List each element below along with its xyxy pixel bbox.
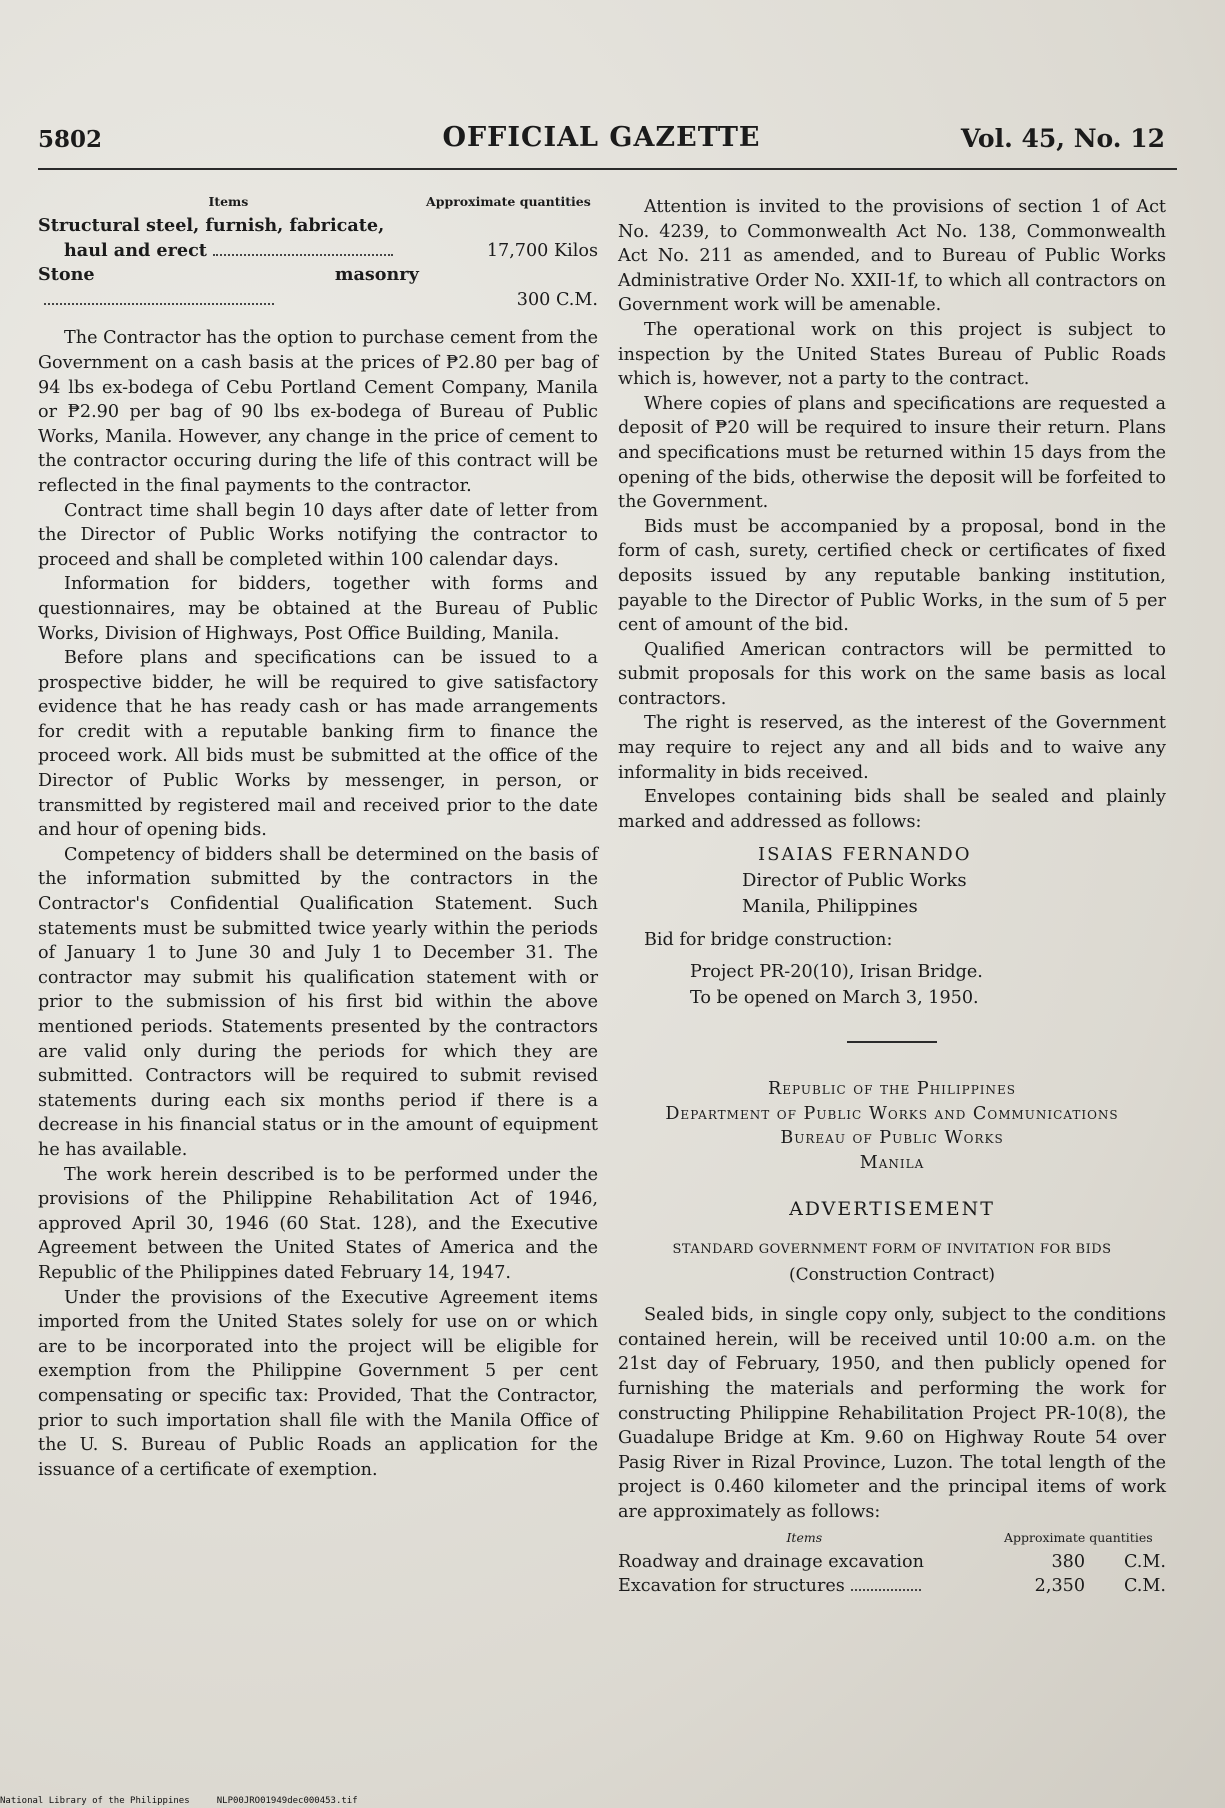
items-header: Items — [786, 1529, 823, 1545]
paragraph-rehabilitation-act: The work herein described is to be performed under the provisions of the Philippine Rehabilitation Act of 1946, approved April 30, 1946 (60 Stat. 128), and the Executive Agreement between the United States of America and the Republic of the Philippines dated February 14, 1947. — [38, 1164, 598, 1283]
paragraph-plans: Before plans and specifications can be issued to a prospective bidder, he will be required to give satisfactory evidence that he has ready cash or has made arrangements for credit with a reputable banking firm to finance the proceed work. All bids must be submitted at the office of the Director of Public Works by messenger, in person, or transmitted by registered mail and received prior to the date and hour of opening bids. — [38, 648, 598, 841]
paragraph-american: Qualified American contractors will be permitted to submit proposals for this work on the same basis as local contractors. — [618, 639, 1166, 709]
paragraph-envelopes: Envelopes containing bids shall be sealed and plainly marked and addressed as follows: — [618, 787, 1166, 832]
paragraph-deposit: Where copies of plans and specifications are requested a deposit of ₱20 will be required to insure their return. Plans and specifications must be returned within 15 days from the opening of the bids, otherwise the deposit will be forfeited to the Government. — [618, 393, 1166, 513]
paragraph-inspection: The operational work on this project is subject to inspection by the United States Bureau of Public Roads which is, however, not a party to the contract. — [618, 319, 1166, 390]
addressee-name: ISAIAS FERNANDO — [758, 844, 972, 866]
paragraph-sealed-bids: Sealed bids, in single copy only, subject to the conditions contained herein, will be received until 10:00 a.m. on the 21st day of February, 1950, and then publicly opened for furnishing the materials and performing the work for constructing Philippine Rehabilitation Project PR-10(8), the Guadalupe Bridge at Km. 9.60 on Highway Route 54 over Pasig River in Rizal Province, Luzon. The total length of the project is 0.460 kilometer and the principal items of work are approximately as follows: — [618, 1305, 1166, 1522]
table-row — [618, 1550, 1166, 1575]
bid-for-label: Bid for bridge construction: — [644, 930, 893, 951]
bureau-heading: Bureau of Public Works — [780, 1128, 1004, 1149]
item-quantity: 380 — [1051, 1551, 1086, 1572]
items-table-2 — [618, 1531, 1166, 1599]
department-heading: Department of Public Works and Communications — [665, 1103, 1119, 1124]
address-block — [742, 842, 1166, 920]
table-row — [38, 214, 598, 239]
item-quantity: 2,350 — [1034, 1576, 1086, 1597]
item-unit: C.M. — [1123, 1551, 1166, 1572]
paragraph-attention: Attention is invited to the provisions of section 1 of Act No. 4239, to Commonwealth Act No. 138, Commonwealth Act No. 211 as amended, and to Bureau of Public Works Administrative Order No. XXII-1f, to which all contractors on Government work will be amenable. — [618, 197, 1166, 316]
table-row — [618, 1574, 1166, 1599]
project-line: Project PR-20(10), Irisan Bridge. — [690, 962, 983, 983]
items-header: Items — [208, 194, 249, 209]
volume-number: Vol. 45, No. 12 — [960, 124, 1165, 153]
item-quantity: 17,700 Kilos — [486, 240, 598, 261]
paragraph-information: Information for bidders, together with forms and questionnaires, may be obtained at the Bureau of Public Works, Division of Highways, Post Office Building, Manila. — [38, 574, 598, 644]
table-row — [38, 263, 598, 312]
left-column — [38, 195, 598, 1482]
item-name: Stone masonry — [38, 263, 419, 312]
page-number: 5802 — [38, 126, 103, 153]
right-column — [618, 195, 1166, 1599]
publication-title: OFFICIAL GAZETTE — [442, 122, 761, 153]
item-name: haul and erect — [38, 239, 419, 264]
quantities-header: Approximate quantities — [426, 194, 591, 209]
city-heading: Manila — [859, 1152, 925, 1173]
scan-footer — [0, 1796, 358, 1806]
addressee-title: Director of Public Works — [742, 870, 967, 892]
construction-contract-label: (Construction Contract) — [788, 1264, 996, 1285]
item-name: Excavation for structures — [618, 1574, 991, 1599]
footer-source: National Library of the Philippines — [0, 1796, 190, 1806]
table-row — [38, 239, 598, 264]
section-divider — [847, 1041, 937, 1043]
paragraph-bond: Bids must be accompanied by a proposal, bond in the form of cash, surety, certified check or certificates of fixed deposits issued by any reputable banking institution, payable to the Director of Public Works, in the sum of 5 per cent of amount of the bid. — [618, 516, 1166, 636]
standard-form-heading: STANDARD GOVERNMENT FORM OF INVITATION FOR BIDS — [672, 1242, 1112, 1257]
page-header — [38, 120, 1165, 164]
item-quantity: 300 C.M. — [516, 289, 598, 310]
footer-file: NLP00JRO01949dec000453.tif — [216, 1796, 358, 1806]
header-rule — [38, 168, 1177, 170]
item-name: Structural steel, furnish, fabricate, — [38, 215, 385, 236]
paragraph-right-reserved: The right is reserved, as the interest of the Government may require to reject any and all bids and to waive any informality in bids received. — [618, 713, 1166, 783]
item-name: Roadway and drainage excavation — [618, 1551, 924, 1572]
addressee-city: Manila, Philippines — [742, 896, 918, 918]
advertisement-heading: ADVERTISEMENT — [789, 1198, 995, 1221]
item-unit: C.M. — [1123, 1576, 1166, 1597]
opening-date: To be opened on March 3, 1950. — [690, 988, 979, 1009]
quantities-header: Approximate quantities — [1003, 1529, 1153, 1545]
paragraph-cement: The Contractor has the option to purchase cement from the Government on a cash basis at the prices of ₱2.80 per bag of 94 lbs ex-bodega of Cebu Portland Cement Company, Manila or ₱2.90 per bag of 90 lbs ex-bodega of Bureau of Public Works, Manila. However, any change in the price of cement to the contractor occuring during the life of this contract will be reflected in the final payments to the contractor. — [38, 328, 598, 496]
republic-heading: Republic of the Philippines — [768, 1079, 1016, 1100]
paragraph-contract-time: Contract time shall begin 10 days after date of letter from the Director of Public Works notifying the contractor to proceed and shall be completed within 100 calendar days. — [38, 500, 598, 570]
items-table-1 — [38, 195, 598, 312]
paragraph-competency: Competency of bidders shall be determined on the basis of the information submitted by the contractors in the Contractor's Confidential Qualification Statement. Such statements must be submitted twice yearly within the periods of January 1 to June 30 and July 1 to December 31. The contractor may submit his qualification statement with or prior to the submission of his first bid within the above mentioned periods. Statements presented by the contractors are valid only during the periods for which they are submitted. Contractors will be required to submit revised statements during each six months period if there is a decrease in his financial status or in the amount of equipment he has available. — [38, 844, 598, 1160]
paragraph-exemption: Under the provisions of the Executive Agreement items imported from the United States solely for use on or which are to be incorporated into the project will be eligible for exemption from the Philippine Government 5 per cent compensating or specific tax: Provided, That the Contractor, prior to such importation shall file with the Manila Office of the U. S. Bureau of Public Roads an application for the issuance of a certificate of exemption. — [38, 1287, 598, 1480]
